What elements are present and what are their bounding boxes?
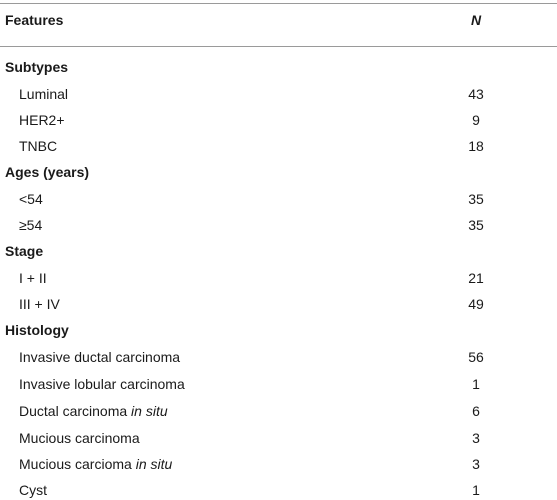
row-label-italic: in situ xyxy=(131,403,168,419)
row-label xyxy=(19,456,172,473)
row-n: 6 xyxy=(472,403,480,419)
header-rule xyxy=(0,46,557,47)
row-label: TNBC xyxy=(19,138,58,154)
header-features: Features xyxy=(5,12,64,28)
row-n: 35 xyxy=(468,217,484,233)
row-label: Invasive lobular carcinoma xyxy=(19,376,185,392)
row-n: 3 xyxy=(472,456,480,472)
row-n: 1 xyxy=(472,376,480,392)
row-n: 18 xyxy=(468,138,484,154)
row-n: 21 xyxy=(468,270,484,286)
row-label: <54 xyxy=(19,191,43,207)
row-n: 35 xyxy=(468,191,484,207)
row-n: 56 xyxy=(468,349,484,365)
row-n: 1 xyxy=(472,482,480,498)
row-label xyxy=(19,403,168,420)
row-label-text: Mucious carcioma xyxy=(19,456,136,472)
row-n: 43 xyxy=(468,86,484,102)
row-label: ≥54 xyxy=(19,217,43,233)
row-label: III + IV xyxy=(19,296,60,312)
row-label: Cyst xyxy=(19,482,47,498)
row-n: 49 xyxy=(468,296,484,312)
row-label-text: Ductal carcinoma xyxy=(19,403,132,419)
header-n: N xyxy=(470,12,482,28)
group-title: Stage xyxy=(5,243,44,259)
top-rule xyxy=(0,3,557,4)
row-label: Mucious carcinoma xyxy=(19,430,140,446)
group-title: Subtypes xyxy=(5,59,69,75)
row-label: I + II xyxy=(19,270,47,286)
row-n: 3 xyxy=(472,430,480,446)
group-title: Ages (years) xyxy=(5,164,90,180)
row-label-italic: in situ xyxy=(135,456,173,472)
row-n: 9 xyxy=(472,112,480,128)
row-label: HER2+ xyxy=(19,112,65,128)
group-title: Histology xyxy=(5,322,69,338)
row-label: Invasive ductal carcinoma xyxy=(19,349,181,365)
row-label: Luminal xyxy=(19,86,69,102)
